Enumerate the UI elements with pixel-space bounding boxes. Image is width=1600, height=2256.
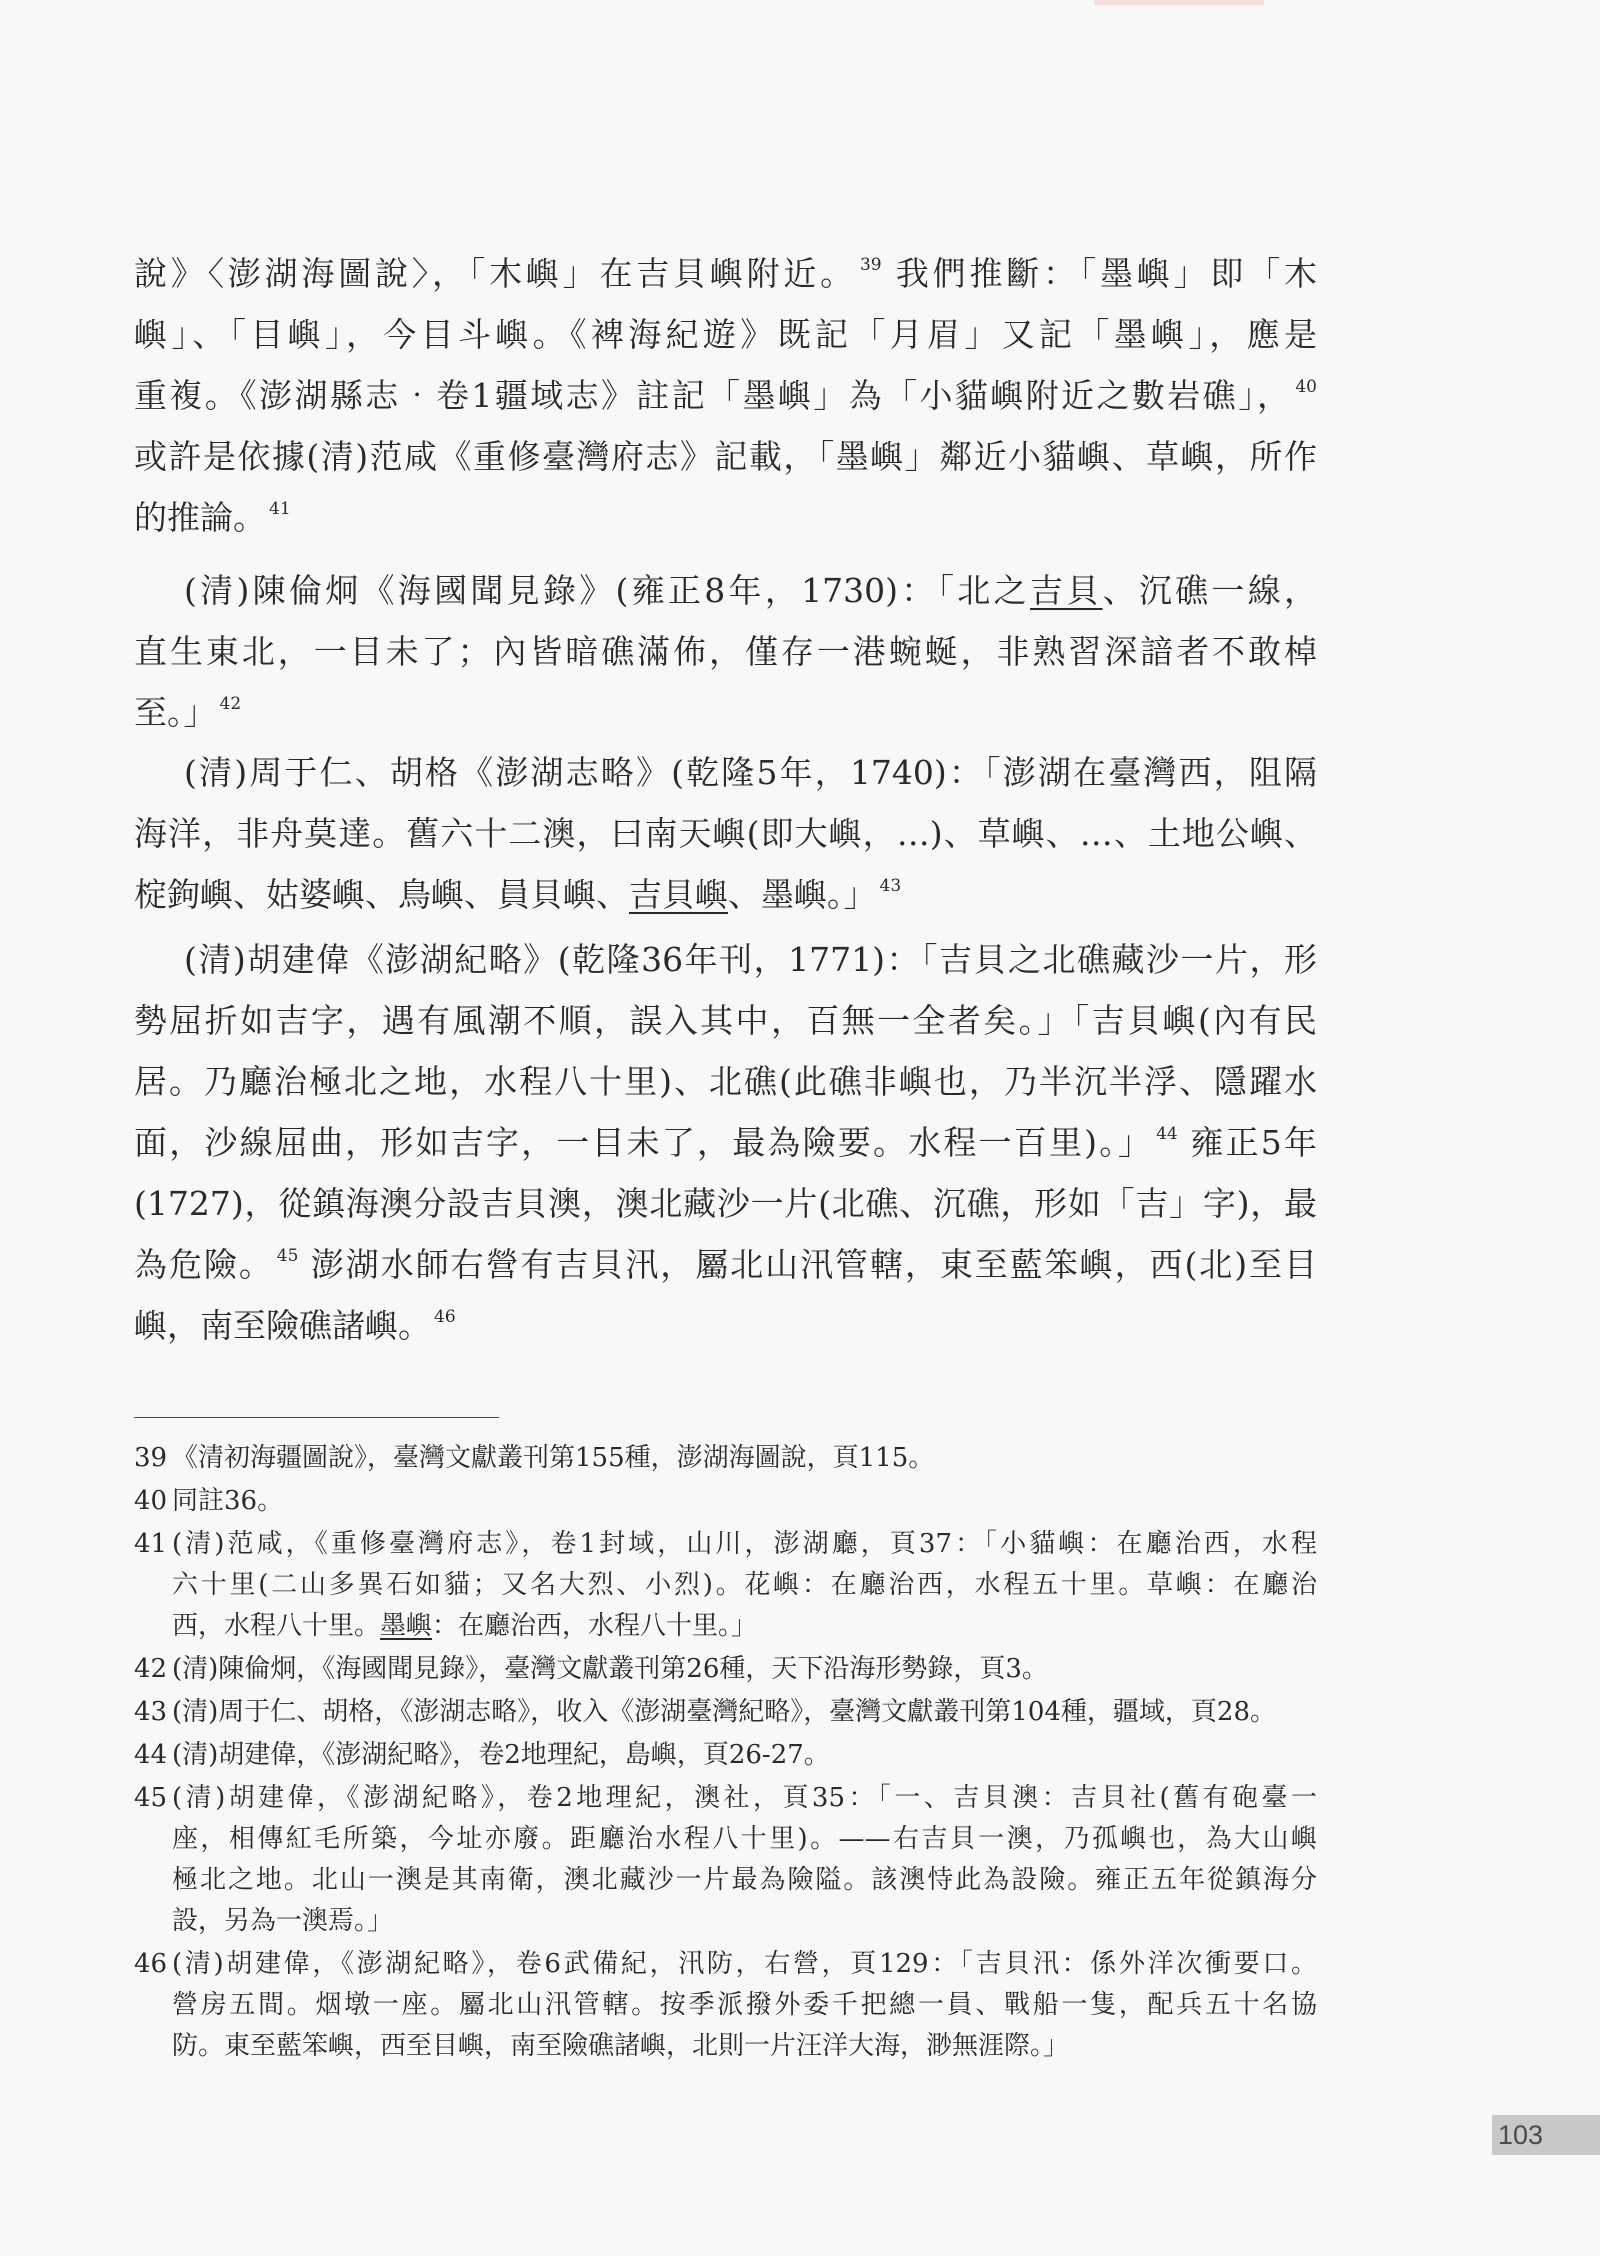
line-text: 說》〈澎湖海圖說〉，「木嶼」在吉貝嶼附近。: [134, 254, 857, 293]
text-line: 嶼」、「目嶼」，今目斗嶼。《裨海紀遊》既記「月眉」又記「墨嶼」，應是: [134, 315, 1317, 354]
footnote-number: 46: [134, 1949, 168, 1979]
footnote-text: [172, 1692, 1317, 1733]
footnote-ref: 44: [1156, 1124, 1178, 1144]
footnote-separator: [134, 1417, 499, 1418]
footnote-ref: 46: [434, 1307, 456, 1327]
footnote-line: 極北之地。北山一澳是其南衛，澳北藏沙一片最為險隘。該澳恃此為設險。雍正五年從鎮海分: [172, 1865, 1317, 1895]
paragraph: [134, 929, 1317, 1356]
line-text: 至。」: [134, 693, 217, 732]
footnote: [134, 1438, 1317, 1479]
footnote-line: 設，另為一澳焉。」: [172, 1906, 394, 1936]
line-text: 、沉礁一線，: [1102, 571, 1318, 610]
footnote: [134, 1778, 1317, 1942]
line-text: 為危險。: [134, 1245, 274, 1284]
footnote-line: (清)范咸，《重修臺灣府志》，卷1封域，山川，澎湖廳，頁37：「小貓嶼：在廳治西，水程: [172, 1529, 1317, 1559]
text-line: 直生東北，一目未了；內皆暗礁滿佈，僅存一港蜿蜒，非熟習深諳者不敢棹: [134, 632, 1317, 671]
footnote-ref: 39: [859, 255, 882, 275]
footnote-line: 同註36。: [172, 1486, 284, 1516]
footnote-number: 41: [134, 1529, 168, 1559]
line-text: 澎湖水師右營有吉貝汛，屬北山汛管轄，東至藍笨嶼，西(北)至目: [298, 1245, 1317, 1284]
underlined-text: 吉貝: [1029, 571, 1103, 610]
underlined-text: 吉貝嶼: [629, 875, 728, 914]
footnote-text: [172, 1778, 1317, 1942]
text-line: [134, 560, 1317, 621]
footnote: [134, 1692, 1317, 1733]
text-line: 或許是依據(清)范咸《重修臺灣府志》記載，「墨嶼」鄰近小貓嶼、草嶼，所作: [134, 437, 1317, 476]
footnote-line: (清)周于仁、胡格，《澎湖志略》，收入《澎湖臺灣紀略》，臺灣文獻叢刊第104種，疆域，頁28。: [172, 1697, 1276, 1727]
footnote: [134, 1735, 1317, 1776]
line-text: (清)陳倫炯《海國聞見錄》(雍正8年，1730)：「北之: [184, 571, 1030, 610]
text-line: (清)周于仁、胡格《澎湖志略》(乾隆5年，1740)：「澎湖在臺灣西，阻隔: [184, 753, 1317, 792]
text-line: 海洋，非舟莫達。舊六十二澳，曰南天嶼(即大嶼，…)、草嶼、…、土地公嶼、: [134, 814, 1317, 853]
text-line: (1727)，從鎮海澳分設吉貝澳，澳北藏沙一片(北礁、沉礁，形如「吉」字)，最: [134, 1184, 1317, 1223]
footnote-ref: 45: [276, 1246, 299, 1266]
footnote-number: 44: [134, 1740, 168, 1770]
footnote: [134, 1481, 1317, 1522]
text-line: 居。乃廳治極北之地，水程八十里)、北礁(此礁非嶼也，乃半沉半浮、隱躍水: [134, 1062, 1317, 1101]
footnote-number: 39: [134, 1443, 168, 1473]
line-text: 、墨嶼。」: [728, 875, 877, 914]
text-line: [134, 682, 1317, 743]
footnote-line: [172, 1606, 1317, 1647]
text-line: [134, 487, 1317, 548]
body-text: [134, 0, 1317, 1400]
line-text: ：在廳治西，水程八十里。」: [432, 1611, 758, 1641]
line-text: 嶼，南至險礁諸嶼。: [134, 1306, 431, 1345]
line-text: 我們推斷：「墨嶼」即「木: [881, 254, 1318, 293]
line-text: 西，水程八十里。: [172, 1611, 381, 1641]
footnote-line: (清)胡建偉，《澎湖紀略》，卷2地理紀，島嶼，頁26-27。: [172, 1740, 830, 1770]
footnote-number: 42: [134, 1654, 168, 1684]
footnote: [134, 1944, 1317, 2067]
footnote-line: (清)陳倫炯，《海國聞見錄》，臺灣文獻叢刊第26種，天下沿海形勢錄，頁3。: [172, 1654, 1048, 1684]
footnote-text: [172, 1649, 1317, 1690]
footnote-line: 《清初海疆圖說》，臺灣文獻叢刊第155種，澎湖海圖說，頁115。: [172, 1443, 935, 1473]
text-line: [134, 1234, 1317, 1295]
footnote-text: [172, 1481, 1317, 1522]
footnote-line: 營房五間。烟墩一座。屬北山汛管轄。按季派撥外委千把總一員、戰船一隻，配兵五十名協: [172, 1990, 1317, 2020]
text-line: [134, 1295, 1317, 1356]
footnote-line: 六十里(二山多異石如貓；又名大烈、小烈)。花嶼：在廳治西，水程五十里。草嶼：在廳治: [172, 1570, 1317, 1600]
footnotes: [134, 1438, 1317, 2069]
footnote-ref: 42: [219, 694, 242, 714]
text-line: [134, 243, 1317, 304]
footnote-ref: 40: [1295, 377, 1317, 397]
footnote-text: [172, 1524, 1317, 1647]
text-line: [134, 1112, 1317, 1173]
footnote-number: 43: [134, 1697, 168, 1727]
underlined-text: 墨嶼: [380, 1611, 433, 1641]
page-number-box: [1492, 2115, 1600, 2155]
footnote-line: (清)胡建偉，《澎湖紀略》，卷2地理紀，澳社，頁35：「一、吉貝澳：吉貝社(舊有砲臺一: [172, 1783, 1317, 1813]
page-number: 103: [1498, 2120, 1544, 2150]
text-line: (清)胡建偉《澎湖紀略》(乾隆36年刊，1771)：「吉貝之北礁藏沙一片，形: [184, 940, 1317, 979]
footnote-number: 45: [134, 1783, 168, 1813]
footnote: [134, 1524, 1317, 1647]
paragraph: [134, 243, 1317, 548]
line-text: 的推論。: [134, 498, 266, 537]
footnote-text: [172, 1735, 1317, 1776]
line-text: 重複。《澎湖縣志‧卷1疆域志》註記「墨嶼」為「小貓嶼附近之數岩礁」，: [134, 376, 1293, 415]
footnote: [134, 1649, 1317, 1690]
line-text: 面，沙線屈曲，形如吉字，一目未了，最為險要。水程一百里)。」: [134, 1123, 1154, 1162]
paragraph: [134, 560, 1317, 743]
line-text: 椗鉤嶼、姑婆嶼、鳥嶼、員貝嶼、: [134, 875, 629, 914]
footnote-number: 40: [134, 1486, 168, 1516]
text-line: [134, 365, 1317, 426]
paragraph: [134, 742, 1317, 925]
text-line: [134, 864, 1317, 925]
footnote-text: [172, 1438, 1317, 1479]
footnote-line: 座，相傳紅毛所築，今址亦廢。距廳治水程八十里)。——右吉貝一澳，乃孤嶼也，為大山嶼: [172, 1824, 1317, 1854]
footnote-ref: 43: [879, 876, 902, 896]
footnote-line: 防。東至藍笨嶼，西至目嶼，南至險礁諸嶼，北則一片汪洋大海，渺無涯際。」: [172, 2031, 1070, 2061]
footnote-text: [172, 1944, 1317, 2067]
footnote-ref: 41: [269, 499, 291, 519]
line-text: 雍正5年: [1177, 1123, 1317, 1162]
text-line: 勢屈折如吉字，遇有風潮不順，誤入其中，百無一全者矣。」「吉貝嶼(內有民: [134, 1001, 1317, 1040]
footnote-line: (清)胡建偉，《澎湖紀略》，卷6武備紀，汛防，右營，頁129：「吉貝汛：係外洋次衝要口。: [172, 1949, 1317, 1979]
